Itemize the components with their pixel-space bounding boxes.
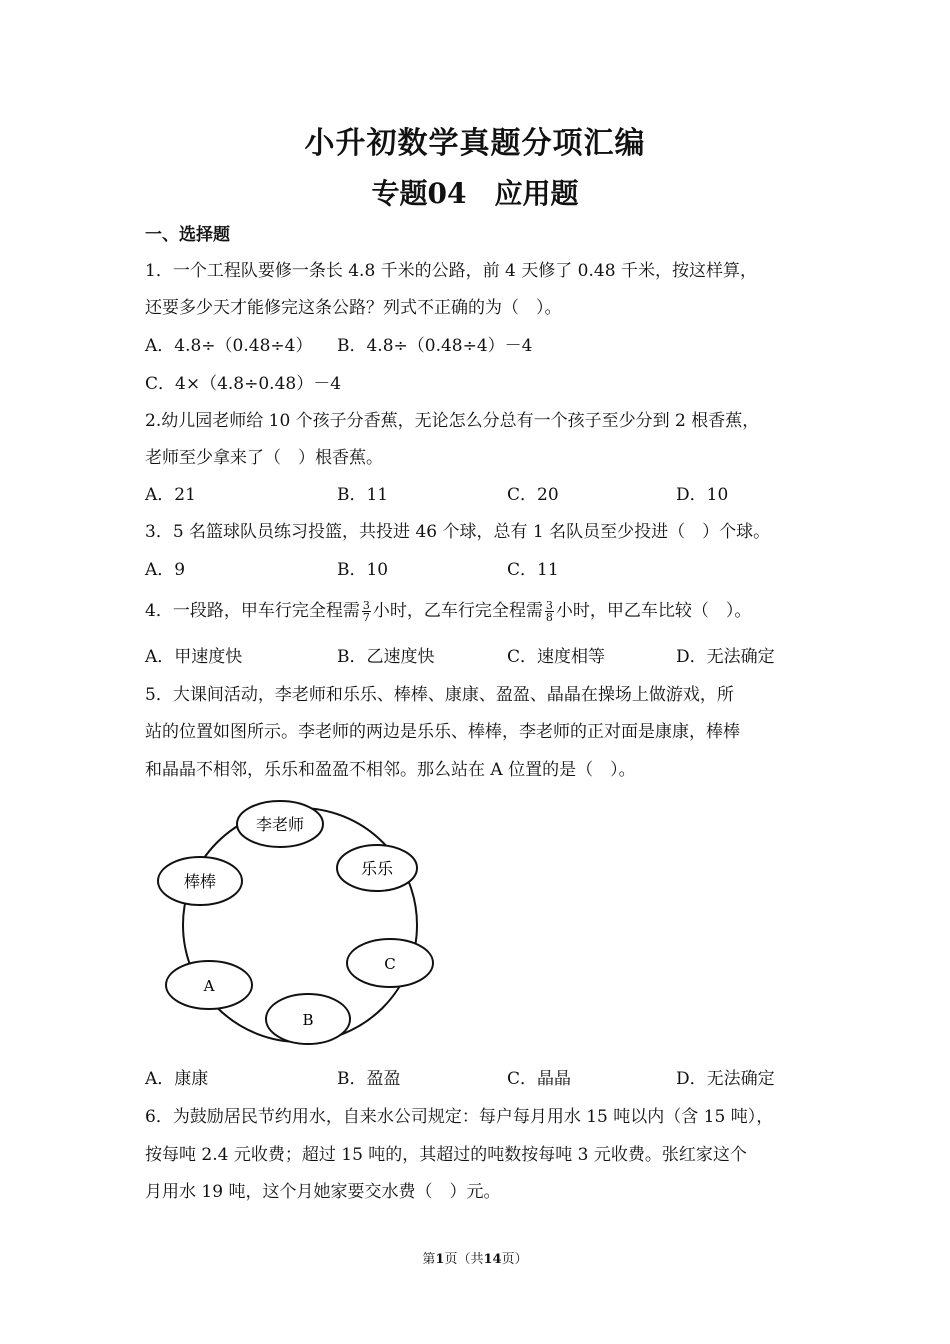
q4-text-post: 小时，甲乙车比较（ ）。 (555, 601, 752, 621)
document-subtitle: 专题04 应用题 (371, 177, 579, 210)
position-a (166, 961, 252, 1009)
page-footer (0, 1248, 950, 1267)
q4-text-pre: 4．一段路，甲车行完全程需 (145, 601, 360, 621)
footer-mid: 页（共 (444, 1252, 484, 1267)
q4-fraction-1-denominator: 7 (362, 611, 370, 624)
q4-option-c: C．速度相等 (507, 647, 606, 667)
q5-option-a: A．康康 (145, 1069, 209, 1089)
q4-option-b: B．乙速度快 (337, 647, 435, 667)
q5-circle-diagram (150, 797, 450, 1057)
q3-option-b: B．10 (337, 560, 389, 580)
q2-option-c: C．20 (507, 485, 559, 505)
q4-fraction-1 (362, 600, 371, 623)
q4-option-d: D．无法确定 (676, 647, 775, 667)
position-c (347, 939, 433, 987)
q3-text: 3．5 名篮球队员练习投篮，共投进 46 个球，总有 1 名队员至少投进（ ）个球。 (145, 522, 771, 542)
q6-text-line3: 月用水 19 吨，这个月她家要交水费（ ）元。 (145, 1182, 501, 1202)
q2-option-a: A．21 (145, 485, 196, 505)
q2-option-b: B．11 (337, 485, 389, 505)
q4-fraction-2-denominator: 8 (545, 611, 553, 624)
q3-option-a: A．9 (145, 560, 186, 580)
position-teacher-label: 李老师 (255, 815, 305, 834)
q5-option-c: C．晶晶 (507, 1069, 572, 1089)
q5-text-line3: 和晶晶不相邻，乐乐和盈盈不相邻。那么站在 A 位置的是（ ）。 (145, 760, 636, 780)
q1-text-line2: 还要多少天才能修完这条公路？列式不正确的为（ ）。 (145, 298, 562, 318)
q4-option-a: A．甲速度快 (145, 647, 243, 667)
q4-fraction-1-numerator: 3 (362, 599, 370, 612)
q5-option-b: B．盈盈 (337, 1069, 401, 1089)
position-lele-label: 乐乐 (360, 859, 394, 878)
q2-text-line1: 2.幼儿园老师给 10 个孩子分香蕉，无论怎么分总有一个孩子至少分到 2 根香蕉， (145, 411, 760, 431)
q2-option-d: D．10 (676, 485, 729, 505)
q4-text-mid: 小时，乙车行完全程需 (372, 601, 543, 621)
q4-fraction-2 (545, 600, 554, 623)
section-heading: 一、选择题 (145, 225, 230, 245)
q5-option-d: D．无法确定 (676, 1069, 775, 1089)
q1-option-c: C．4×（4.8÷0.48）－4 (145, 374, 342, 394)
position-bangbang (158, 857, 242, 905)
position-a-label: A (203, 977, 215, 995)
footer-post: 页） (501, 1252, 528, 1267)
document-title: 小升初数学真题分项汇编 (304, 126, 646, 161)
footer-page-number: 1 (435, 1252, 445, 1267)
q4-fraction-2-numerator: 3 (545, 599, 553, 612)
position-teacher (237, 801, 323, 847)
q4-text (145, 600, 751, 623)
q1-text-line1: 1．一个工程队要修一条长 4.8 千米的公路，前 4 天修了 0.48 千米，按这样算， (145, 261, 757, 281)
q2-text-line2: 老师至少拿来了（ ）根香蕉。 (145, 448, 383, 468)
position-bangbang-label: 棒棒 (183, 872, 217, 891)
position-b (266, 994, 350, 1044)
q5-text-line2: 站的位置如图所示。李老师的两边是乐乐、棒棒，李老师的正对面是康康，棒棒 (145, 722, 740, 742)
q1-option-b: B．4.8÷（0.48÷4）－4 (337, 336, 533, 356)
footer-pre: 第 (422, 1252, 436, 1267)
q3-option-c: C．11 (507, 560, 559, 580)
q6-text-line2: 按每吨 2.4 元收费；超过 15 吨的，其超过的吨数按每吨 3 元收费。张红家这个 (145, 1145, 747, 1165)
position-c-label: C (384, 955, 396, 973)
position-lele (337, 845, 417, 891)
q5-text-line1: 5．大课间活动，李老师和乐乐、棒棒、康康、盈盈、晶晶在操场上做游戏，所 (145, 685, 734, 705)
position-b-label: B (302, 1011, 314, 1029)
footer-total-pages: 14 (483, 1252, 502, 1267)
q6-text-line1: 6．为鼓励居民节约用水，自来水公司规定：每户每月用水 15 吨以内（含 15 吨）， (145, 1107, 774, 1127)
q1-option-a: A．4.8÷（0.48÷4） (145, 336, 313, 356)
